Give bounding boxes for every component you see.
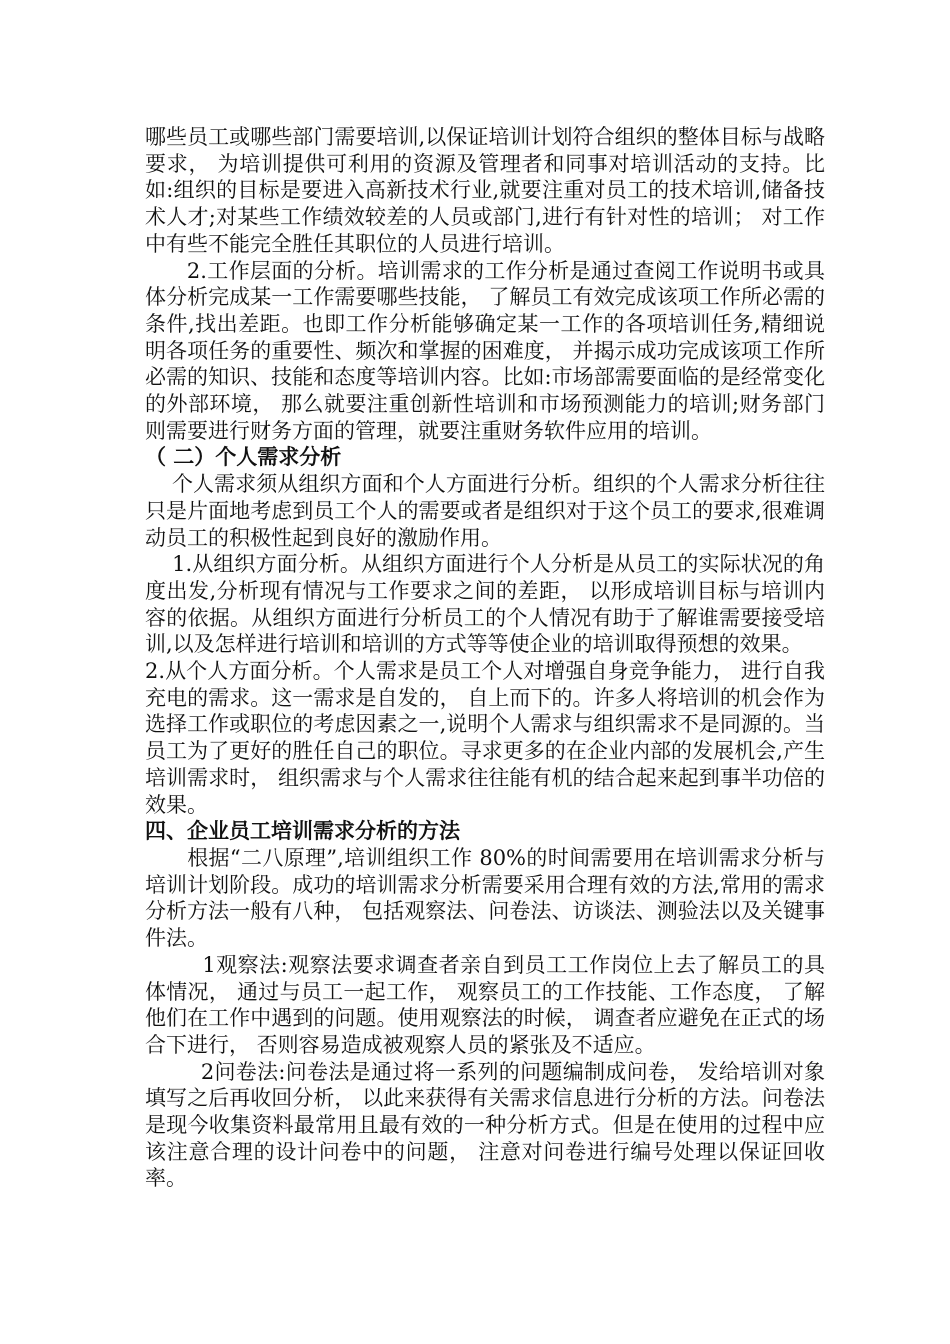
paragraph-personal-side-analysis: 2.从个人方面分析。个人需求是员工个人对增强自身竞争能力， 进行自我充电的需求。这一需求是自发的， 自上而下的。许多人将培训的机会作为选择工作或职位的考虑因素之一,说明个人需求与组织需求不是同源的。当员工为了更好的胜任自己的职位。寻求更多的在企业内部的发展机会,产生培训需求时， 组织需求与个人需求往往能有机的结合起来起到事半功倍的效果。	[145, 659, 825, 817]
paragraph-methods-intro: 根据“二八原理”,培训组织工作 80%的时间需要用在培训需求分析与培训计划阶段。成功的培训需求分析需要采用合理有效的方法,常用的需求分析方法一般有八种， 包括观察法、问卷法、访谈法、测验法以及关键事件法。	[145, 845, 825, 951]
paragraph-questionnaire-method: 2问卷法:问卷法是通过将一系列的问题编制成问卷， 发给培训对象填写之后再收回分析， 以此来获得有关需求信息进行分析的方法。问卷法是现今收集资料最常用且最有效的一种分析方式。但是在使用的过程中应该注意合理的设计问卷中的问题， 注意对问卷进行编号处理以保证回收率。	[145, 1059, 826, 1191]
paragraph-org-analysis-continued: 哪些员工或哪些部门需要培训,以保证培训计划符合组织的整体目标与战略要求， 为培训提供可利用的资源及管理者和同事对培训活动的支持。比如:组织的目标是要进入高新技术行业,就要注重对员工的技术培训,储备技术人才;对某些工作绩效较差的人员或部门,进行有针对性的培训； 对工作中有些不能完全胜任其职位的人员进行培训。	[145, 125, 825, 256]
document-body	[145, 124, 825, 1192]
section-heading-individual-needs: （ 二）个人需求分析	[145, 445, 342, 470]
paragraph-job-level-analysis: 2.工作层面的分析。培训需求的工作分析是通过查阅工作说明书或具体分析完成某一工作需要哪些技能， 了解员工有效完成该项工作所必需的条件,找出差距。也即工作分析能够确定某一工作的各项培训任务,精细说明各项任务的重要性、频次和掌握的困难度， 并揭示成功完成该项工作所必需的知识、技能和态度等培训内容。比如:市场部需要面临的是经常变化的外部环境， 那么就要注重创新性培训和市场预测能力的培训;财务部门则需要进行财务方面的管理，就要注重财务软件应用的培训。	[145, 258, 825, 443]
section-heading-analysis-methods: 四、企业员工培训需求分析的方法	[145, 819, 460, 844]
paragraph-organization-side-analysis: 1.从组织方面分析。从组织方面进行个人分析是从员工的实际状况的角度出发,分析现有情况与工作要求之间的差距， 以形成培训目标与培训内容的依据。从组织方面进行分析员工的个人情况有助于了解谁需要接受培训,以及怎样进行培训和培训的方式等等使企业的培训取得预想的效果。	[145, 552, 825, 657]
paragraph-observation-method: 1观察法:观察法要求调查者亲自到员工工作岗位上去了解员工的具体情况， 通过与员工一起工作， 观察员工的工作技能、工作态度， 了解他们在工作中遇到的问题。使用观察法的时候， 调查者应避免在正式的场合下进行， 否则容易造成被观察人员的紧张及不适应。	[145, 952, 825, 1057]
paragraph-individual-needs-intro: 个人需求须从组织方面和个人方面进行分析。组织的个人需求分析往往只是片面地考虑到员工个人的需要或者是组织对于这个员工的要求,很难调动员工的积极性起到良好的激励作用。	[145, 472, 826, 550]
